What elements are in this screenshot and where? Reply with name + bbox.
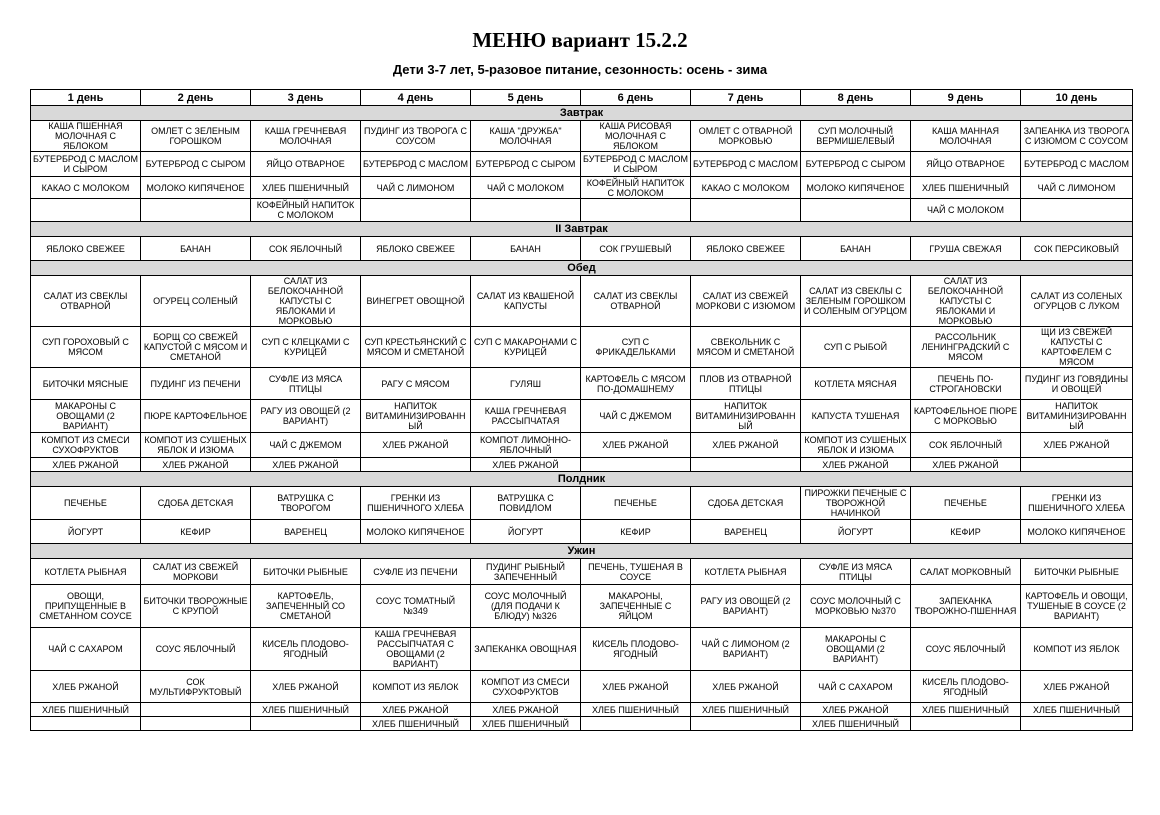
dish-cell: ПЕЧЕНЬ ПО-СТРОГАНОВСКИ: [911, 368, 1021, 400]
dish-cell: ХЛЕБ ПШЕНИЧНЫЙ: [1021, 703, 1133, 717]
day-header: 3 день: [251, 90, 361, 106]
menu-row: [31, 327, 1133, 368]
dish-cell: ХЛЕБ ПШЕНИЧНЫЙ: [361, 717, 471, 731]
dish-cell: САЛАТ ИЗ СОЛЕНЫХ ОГУРЦОВ С ЛУКОМ: [1021, 276, 1133, 327]
menu-row: [31, 585, 1133, 628]
dish-cell: ЯБЛОКО СВЕЖЕЕ: [31, 237, 141, 261]
dish-cell: СОУС МОЛОЧНЫЙ (ДЛЯ ПОДАЧИ К БЛЮДУ) №326: [471, 585, 581, 628]
dish-cell: САЛАТ ИЗ СВЕЖЕЙ МОРКОВИ С ИЗЮМОМ: [691, 276, 801, 327]
day-header: 8 день: [801, 90, 911, 106]
dish-cell: КОТЛЕТА РЫБНАЯ: [31, 559, 141, 585]
dish-cell: КОФЕЙНЫЙ НАПИТОК С МОЛОКОМ: [251, 199, 361, 222]
dish-cell: МОЛОКО КИПЯЧЕНОЕ: [801, 177, 911, 199]
dish-cell: ХЛЕБ РЖАНОЙ: [141, 458, 251, 472]
section-header-row: [31, 261, 1133, 276]
dish-cell: КИСЕЛЬ ПЛОДОВО-ЯГОДНЫЙ: [911, 671, 1021, 703]
menu-row: [31, 121, 1133, 152]
dish-cell: СУФЛЕ ИЗ МЯСА ПТИЦЫ: [251, 368, 361, 400]
dish-cell: КАПУСТА ТУШЕНАЯ: [801, 400, 911, 433]
dish-cell: БИТОЧКИ ТВОРОЖНЫЕ С КРУПОЙ: [141, 585, 251, 628]
dish-cell: [581, 717, 691, 731]
menu-row: [31, 559, 1133, 585]
dish-cell: МАКАРОНЫ С ОВОЩАМИ (2 ВАРИАНТ): [801, 628, 911, 671]
dish-cell: КАРТОФЕЛЬ И ОВОЩИ, ТУШЕНЫЕ В СОУСЕ (2 ВАРИАНТ): [1021, 585, 1133, 628]
dish-cell: ЧАЙ С САХАРОМ: [31, 628, 141, 671]
dish-cell: [141, 717, 251, 731]
dish-cell: СОК ГРУШЕВЫЙ: [581, 237, 691, 261]
dish-cell: ПЛОВ ИЗ ОТВАРНОЙ ПТИЦЫ: [691, 368, 801, 400]
dish-cell: БУТЕРБРОД С МАСЛОМ И СЫРОМ: [581, 152, 691, 177]
dish-cell: КАРТОФЕЛЬ, ЗАПЕЧЕННЫЙ СО СМЕТАНОЙ: [251, 585, 361, 628]
dish-cell: ВИНЕГРЕТ ОВОЩНОЙ: [361, 276, 471, 327]
dish-cell: СОК МУЛЬТИФРУКТОВЫЙ: [141, 671, 251, 703]
dish-cell: МОЛОКО КИПЯЧЕНОЕ: [361, 520, 471, 544]
dish-cell: [581, 199, 691, 222]
menu-row: [31, 237, 1133, 261]
dish-cell: ХЛЕБ ПШЕНИЧНЫЙ: [251, 177, 361, 199]
dish-cell: СОУС МОЛОЧНЫЙ С МОРКОВЬЮ №370: [801, 585, 911, 628]
menu-row: [31, 400, 1133, 433]
dish-cell: МОЛОКО КИПЯЧЕНОЕ: [141, 177, 251, 199]
dish-cell: МАКАРОНЫ С ОВОЩАМИ (2 ВАРИАНТ): [31, 400, 141, 433]
dish-cell: ХЛЕБ РЖАНОЙ: [251, 671, 361, 703]
dish-cell: СОК ПЕРСИКОВЫЙ: [1021, 237, 1133, 261]
dish-cell: ПУДИНГ ИЗ ПЕЧЕНИ: [141, 368, 251, 400]
dish-cell: ПЕЧЕНЬЕ: [31, 487, 141, 520]
dish-cell: ХЛЕБ РЖАНОЙ: [1021, 671, 1133, 703]
menu-row: [31, 458, 1133, 472]
dish-cell: КАША РИСОВАЯ МОЛОЧНАЯ С ЯБЛОКОМ: [581, 121, 691, 152]
dish-cell: ЙОГУРТ: [31, 520, 141, 544]
dish-cell: ЧАЙ С ЛИМОНОМ: [361, 177, 471, 199]
dish-cell: НАПИТОК ВИТАМИНИЗИРОВАНН ЫЙ: [1021, 400, 1133, 433]
dish-cell: ЯБЛОКО СВЕЖЕЕ: [691, 237, 801, 261]
menu-row: [31, 703, 1133, 717]
dish-cell: ПЕЧЕНЬ, ТУШЕНАЯ В СОУСЕ: [581, 559, 691, 585]
dish-cell: САЛАТ ИЗ СВЕЖЕЙ МОРКОВИ: [141, 559, 251, 585]
dish-cell: [31, 199, 141, 222]
dish-cell: ПУДИНГ РЫБНЫЙ ЗАПЕЧЕННЫЙ: [471, 559, 581, 585]
dish-cell: ВАРЕНЕЦ: [251, 520, 361, 544]
dish-cell: САЛАТ ИЗ БЕЛОКОЧАННОЙ КАПУСТЫ С ЯБЛОКАМИ И МОРКОВЬЮ: [911, 276, 1021, 327]
dish-cell: ЩИ ИЗ СВЕЖЕЙ КАПУСТЫ С КАРТОФЕЛЕМ С МЯСОМ: [1021, 327, 1133, 368]
day-header: 2 день: [141, 90, 251, 106]
dish-cell: БАНАН: [471, 237, 581, 261]
dish-cell: ОГУРЕЦ СОЛЕНЫЙ: [141, 276, 251, 327]
menu-row: [31, 671, 1133, 703]
dish-cell: ХЛЕБ ПШЕНИЧНЫЙ: [471, 717, 581, 731]
dish-cell: КАКАО С МОЛОКОМ: [31, 177, 141, 199]
dish-cell: ХЛЕБ РЖАНОЙ: [581, 671, 691, 703]
dish-cell: БОРЩ СО СВЕЖЕЙ КАПУСТОЙ С МЯСОМ И СМЕТАНОЙ: [141, 327, 251, 368]
dish-cell: СУП С РЫБОЙ: [801, 327, 911, 368]
dish-cell: ХЛЕБ РЖАНОЙ: [31, 458, 141, 472]
dish-cell: КАРТОФЕЛЬ С МЯСОМ ПО-ДОМАШНЕМУ: [581, 368, 691, 400]
day-header: 10 день: [1021, 90, 1133, 106]
dish-cell: КОТЛЕТА РЫБНАЯ: [691, 559, 801, 585]
dish-cell: ОВОЩИ, ПРИПУЩЕННЫЕ В СМЕТАННОМ СОУСЕ: [31, 585, 141, 628]
dish-cell: ЗАПЕАНКА ИЗ ТВОРОГА С ИЗЮМОМ С СОУСОМ: [1021, 121, 1133, 152]
dish-cell: БАНАН: [141, 237, 251, 261]
day-header: 9 день: [911, 90, 1021, 106]
dish-cell: РАССОЛЬНИК ЛЕНИНГРАДСКИЙ С МЯСОМ: [911, 327, 1021, 368]
dish-cell: БИТОЧКИ МЯСНЫЕ: [31, 368, 141, 400]
dish-cell: КОТЛЕТА МЯСНАЯ: [801, 368, 911, 400]
page-title: МЕНЮ вариант 15.2.2: [472, 28, 688, 52]
dish-cell: КАША ПШЕННАЯ МОЛОЧНАЯ С ЯБЛОКОМ: [31, 121, 141, 152]
day-header-row: [31, 90, 1133, 106]
dish-cell: СДОБА ДЕТСКАЯ: [141, 487, 251, 520]
section-header: Обед: [31, 261, 1133, 276]
dish-cell: РАГУ С МЯСОМ: [361, 368, 471, 400]
dish-cell: ГРУША СВЕЖАЯ: [911, 237, 1021, 261]
dish-cell: САЛАТ ИЗ СВЕКЛЫ С ЗЕЛЕНЫМ ГОРОШКОМ И СОЛЕНЫМ ОГУРЦОМ: [801, 276, 911, 327]
dish-cell: ЗАПЕКАНКА ОВОЩНАЯ: [471, 628, 581, 671]
dish-cell: ХЛЕБ РЖАНОЙ: [911, 458, 1021, 472]
dish-cell: КОМПОТ ИЗ СМЕСИ СУХОФРУКТОВ: [31, 433, 141, 458]
dish-cell: ХЛЕБ РЖАНОЙ: [361, 703, 471, 717]
dish-cell: КОМПОТ ИЗ СМЕСИ СУХОФРУКТОВ: [471, 671, 581, 703]
dish-cell: ЯБЛОКО СВЕЖЕЕ: [361, 237, 471, 261]
dish-cell: ЧАЙ С ДЖЕМОМ: [581, 400, 691, 433]
dish-cell: САЛАТ ИЗ БЕЛОКОЧАННОЙ КАПУСТЫ С ЯБЛОКАМИ И МОРКОВЬЮ: [251, 276, 361, 327]
menu-row: [31, 433, 1133, 458]
dish-cell: КАША ГРЕЧНЕВАЯ РАССЫПЧАТАЯ: [471, 400, 581, 433]
dish-cell: [1021, 458, 1133, 472]
dish-cell: [471, 199, 581, 222]
menu-row: [31, 368, 1133, 400]
dish-cell: КАША МАННАЯ МОЛОЧНАЯ: [911, 121, 1021, 152]
dish-cell: ХЛЕБ РЖАНОЙ: [691, 671, 801, 703]
dish-cell: ХЛЕБ РЖАНОЙ: [581, 433, 691, 458]
dish-cell: ГУЛЯШ: [471, 368, 581, 400]
dish-cell: СВЕКОЛЬНИК С МЯСОМ И СМЕТАНОЙ: [691, 327, 801, 368]
dish-cell: [31, 717, 141, 731]
section-header: II Завтрак: [31, 222, 1133, 237]
dish-cell: ХЛЕБ ПШЕНИЧНЫЙ: [911, 177, 1021, 199]
menu-row: [31, 276, 1133, 327]
dish-cell: КАКАО С МОЛОКОМ: [691, 177, 801, 199]
dish-cell: СУП КРЕСТЬЯНСКИЙ С МЯСОМ И СМЕТАНОЙ: [361, 327, 471, 368]
dish-cell: ХЛЕБ РЖАНОЙ: [251, 458, 361, 472]
day-header: 1 день: [31, 90, 141, 106]
dish-cell: ВАТРУШКА С ПОВИДЛОМ: [471, 487, 581, 520]
dish-cell: СДОБА ДЕТСКАЯ: [691, 487, 801, 520]
dish-cell: КАРТОФЕЛЬНОЕ ПЮРЕ С МОРКОВЬЮ: [911, 400, 1021, 433]
dish-cell: [581, 458, 691, 472]
dish-cell: ВАРЕНЕЦ: [691, 520, 801, 544]
menu-row: [31, 717, 1133, 731]
dish-cell: НАПИТОК ВИТАМИНИЗИРОВАНН ЫЙ: [691, 400, 801, 433]
dish-cell: РАГУ ИЗ ОВОЩЕЙ (2 ВАРИАНТ): [251, 400, 361, 433]
section-header: Полдник: [31, 472, 1133, 487]
dish-cell: ЙОГУРТ: [801, 520, 911, 544]
dish-cell: ОМЛЕТ С ОТВАРНОЙ МОРКОВЬЮ: [691, 121, 801, 152]
dish-cell: КОМПОТ ЛИМОННО-ЯБЛОЧНЫЙ: [471, 433, 581, 458]
dish-cell: СОУС ЯБЛОЧНЫЙ: [141, 628, 251, 671]
dish-cell: БИТОЧКИ РЫБНЫЕ: [251, 559, 361, 585]
dish-cell: СУП ГОРОХОВЫЙ С МЯСОМ: [31, 327, 141, 368]
day-header: 5 день: [471, 90, 581, 106]
dish-cell: СУП С МАКАРОНАМИ С КУРИЦЕЙ: [471, 327, 581, 368]
dish-cell: НАПИТОК ВИТАМИНИЗИРОВАНН ЫЙ: [361, 400, 471, 433]
dish-cell: ПЕЧЕНЬЕ: [911, 487, 1021, 520]
dish-cell: ГРЕНКИ ИЗ ПШЕНИЧНОГО ХЛЕБА: [1021, 487, 1133, 520]
dish-cell: СУП С КЛЕЦКАМИ С КУРИЦЕЙ: [251, 327, 361, 368]
menu-row: [31, 487, 1133, 520]
dish-cell: ЙОГУРТ: [471, 520, 581, 544]
dish-cell: КИСЕЛЬ ПЛОДОВО-ЯГОДНЫЙ: [581, 628, 691, 671]
dish-cell: ПУДИНГ ИЗ ГОВЯДИНЫ И ОВОЩЕЙ: [1021, 368, 1133, 400]
dish-cell: СОК ЯБЛОЧНЫЙ: [911, 433, 1021, 458]
dish-cell: КЕФИР: [141, 520, 251, 544]
dish-cell: БУТЕРБРОД С МАСЛОМ И СЫРОМ: [31, 152, 141, 177]
dish-cell: РАГУ ИЗ ОВОЩЕЙ (2 ВАРИАНТ): [691, 585, 801, 628]
dish-cell: СУФЛЕ ИЗ ПЕЧЕНИ: [361, 559, 471, 585]
page-subtitle: Дети 3-7 лет, 5-разовое питание, сезонность: осень - зима: [392, 62, 768, 77]
section-header: Завтрак: [31, 106, 1133, 121]
menu-table: [30, 89, 1133, 731]
dish-cell: СОУС ЯБЛОЧНЫЙ: [911, 628, 1021, 671]
dish-cell: КЕФИР: [581, 520, 691, 544]
dish-cell: [691, 717, 801, 731]
dish-cell: ЗАПЕКАНКА ТВОРОЖНО-ПШЕННАЯ: [911, 585, 1021, 628]
dish-cell: ОМЛЕТ С ЗЕЛЕНЫМ ГОРОШКОМ: [141, 121, 251, 152]
menu-body: [31, 106, 1133, 731]
day-header: 7 день: [691, 90, 801, 106]
dish-cell: БУТЕРБРОД С МАСЛОМ: [1021, 152, 1133, 177]
section-header-row: [31, 472, 1133, 487]
dish-cell: БУТЕРБРОД С МАСЛОМ: [361, 152, 471, 177]
section-header-row: [31, 106, 1133, 121]
dish-cell: ЧАЙ С МОЛОКОМ: [471, 177, 581, 199]
dish-cell: МОЛОКО КИПЯЧЕНОЕ: [1021, 520, 1133, 544]
dish-cell: [691, 458, 801, 472]
dish-cell: КОМПОТ ИЗ СУШЕНЫХ ЯБЛОК И ИЗЮМА: [801, 433, 911, 458]
dish-cell: ЧАЙ С ЛИМОНОМ: [1021, 177, 1133, 199]
dish-cell: КАША ГРЕЧНЕВАЯ МОЛОЧНАЯ: [251, 121, 361, 152]
dish-cell: [251, 717, 361, 731]
dish-cell: БАНАН: [801, 237, 911, 261]
dish-cell: ХЛЕБ ПШЕНИЧНЫЙ: [911, 703, 1021, 717]
menu-row: [31, 628, 1133, 671]
dish-cell: ХЛЕБ РЖАНОЙ: [361, 433, 471, 458]
dish-cell: КОМПОТ ИЗ ЯБЛОК: [1021, 628, 1133, 671]
dish-cell: КОФЕЙНЫЙ НАПИТОК С МОЛОКОМ: [581, 177, 691, 199]
dish-cell: [361, 199, 471, 222]
dish-cell: ХЛЕБ ПШЕНИЧНЫЙ: [31, 703, 141, 717]
dish-cell: ХЛЕБ РЖАНОЙ: [801, 458, 911, 472]
dish-cell: САЛАТ МОРКОВНЫЙ: [911, 559, 1021, 585]
dish-cell: ХЛЕБ РЖАНОЙ: [1021, 433, 1133, 458]
dish-cell: ВАТРУШКА С ТВОРОГОМ: [251, 487, 361, 520]
dish-cell: БУТЕРБРОД С СЫРОМ: [141, 152, 251, 177]
dish-cell: [691, 199, 801, 222]
dish-cell: ЧАЙ С САХАРОМ: [801, 671, 911, 703]
dish-cell: ХЛЕБ РЖАНОЙ: [471, 458, 581, 472]
dish-cell: СУП МОЛОЧНЫЙ ВЕРМИШЕЛЕВЫЙ: [801, 121, 911, 152]
dish-cell: БУТЕРБРОД С СЫРОМ: [801, 152, 911, 177]
dish-cell: СОУС ТОМАТНЫЙ №349: [361, 585, 471, 628]
menu-row: [31, 520, 1133, 544]
dish-cell: БУТЕРБРОД С МАСЛОМ: [691, 152, 801, 177]
dish-cell: [911, 717, 1021, 731]
dish-cell: КОМПОТ ИЗ ЯБЛОК: [361, 671, 471, 703]
dish-cell: ПИРОЖКИ ПЕЧЕНЫЕ С ТВОРОЖНОЙ НАЧИНКОЙ: [801, 487, 911, 520]
dish-cell: [141, 199, 251, 222]
dish-cell: БИТОЧКИ РЫБНЫЕ: [1021, 559, 1133, 585]
dish-cell: ХЛЕБ ПШЕНИЧНЫЙ: [801, 717, 911, 731]
dish-cell: ПУДИНГ ИЗ ТВОРОГА С СОУСОМ: [361, 121, 471, 152]
dish-cell: ХЛЕБ РЖАНОЙ: [801, 703, 911, 717]
dish-cell: КОМПОТ ИЗ СУШЕНЫХ ЯБЛОК И ИЗЮМА: [141, 433, 251, 458]
menu-row: [31, 152, 1133, 177]
dish-cell: [361, 458, 471, 472]
menu-row: [31, 177, 1133, 199]
dish-cell: САЛАТ ИЗ КВАШЕНОЙ КАПУСТЫ: [471, 276, 581, 327]
dish-cell: БУТЕРБРОД С СЫРОМ: [471, 152, 581, 177]
menu-row: [31, 199, 1133, 222]
dish-cell: [1021, 717, 1133, 731]
section-header-row: [31, 222, 1133, 237]
dish-cell: ГРЕНКИ ИЗ ПШЕНИЧНОГО ХЛЕБА: [361, 487, 471, 520]
dish-cell: ХЛЕБ ПШЕНИЧНЫЙ: [691, 703, 801, 717]
dish-cell: САЛАТ ИЗ СВЕКЛЫ ОТВАРНОЙ: [31, 276, 141, 327]
dish-cell: СОК ЯБЛОЧНЫЙ: [251, 237, 361, 261]
dish-cell: КАША "ДРУЖБА" МОЛОЧНАЯ: [471, 121, 581, 152]
section-header-row: [31, 544, 1133, 559]
dish-cell: [801, 199, 911, 222]
dish-cell: МАКАРОНЫ, ЗАПЕЧЕННЫЕ С ЯЙЦОМ: [581, 585, 691, 628]
dish-cell: КАША ГРЕЧНЕВАЯ РАССЫПЧАТАЯ С ОВОЩАМИ (2 ВАРИАНТ): [361, 628, 471, 671]
dish-cell: ХЛЕБ РЖАНОЙ: [31, 671, 141, 703]
dish-cell: СУП С ФРИКАДЕЛЬКАМИ: [581, 327, 691, 368]
dish-cell: САЛАТ ИЗ СВЕКЛЫ ОТВАРНОЙ: [581, 276, 691, 327]
dish-cell: ЯЙЦО ОТВАРНОЕ: [251, 152, 361, 177]
dish-cell: ХЛЕБ РЖАНОЙ: [691, 433, 801, 458]
dish-cell: ЯЙЦО ОТВАРНОЕ: [911, 152, 1021, 177]
dish-cell: [1021, 199, 1133, 222]
dish-cell: ПЮРЕ КАРТОФЕЛЬНОЕ: [141, 400, 251, 433]
dish-cell: КИСЕЛЬ ПЛОДОВО-ЯГОДНЫЙ: [251, 628, 361, 671]
dish-cell: СУФЛЕ ИЗ МЯСА ПТИЦЫ: [801, 559, 911, 585]
dish-cell: ПЕЧЕНЬЕ: [581, 487, 691, 520]
dish-cell: [141, 703, 251, 717]
dish-cell: ЧАЙ С ДЖЕМОМ: [251, 433, 361, 458]
section-header: Ужин: [31, 544, 1133, 559]
dish-cell: ХЛЕБ ПШЕНИЧНЫЙ: [581, 703, 691, 717]
dish-cell: КЕФИР: [911, 520, 1021, 544]
dish-cell: ХЛЕБ ПШЕНИЧНЫЙ: [251, 703, 361, 717]
dish-cell: ЧАЙ С ЛИМОНОМ (2 ВАРИАНТ): [691, 628, 801, 671]
day-header: 6 день: [581, 90, 691, 106]
dish-cell: ХЛЕБ РЖАНОЙ: [471, 703, 581, 717]
dish-cell: ЧАЙ С МОЛОКОМ: [911, 199, 1021, 222]
day-header: 4 день: [361, 90, 471, 106]
